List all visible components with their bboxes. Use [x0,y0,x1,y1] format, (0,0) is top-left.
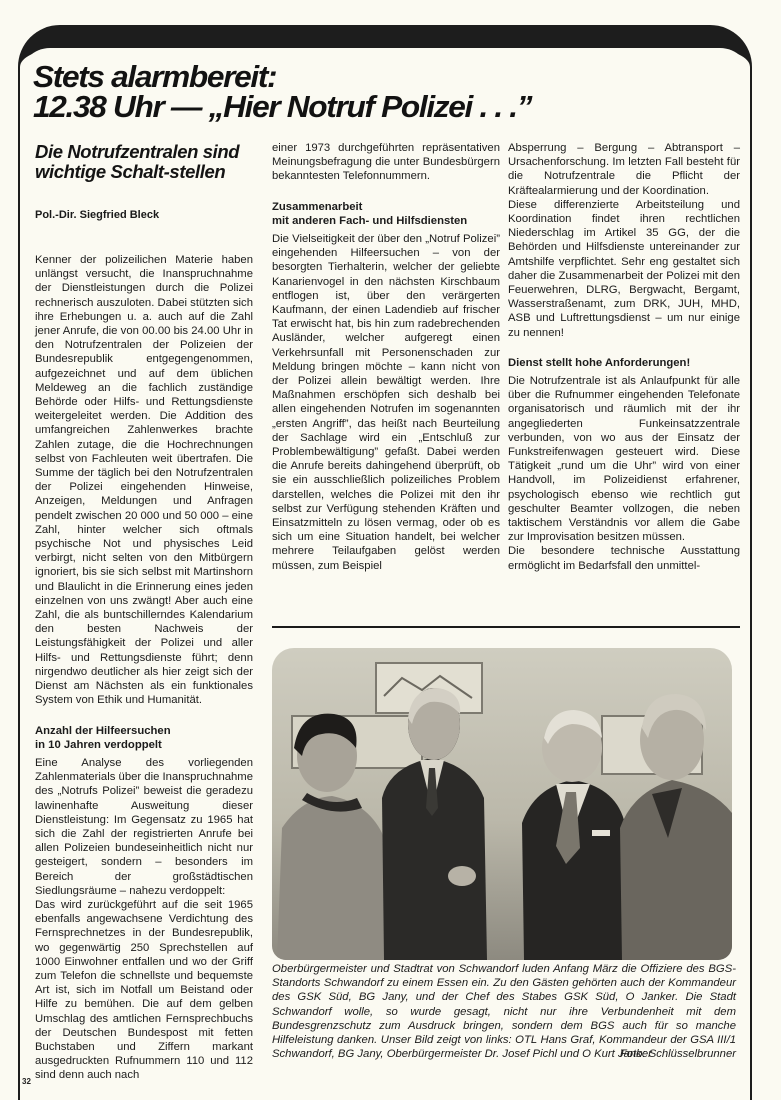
headline [33,59,747,124]
person-3-pocket-square [592,830,610,836]
column-3 [508,141,740,573]
section-heading [272,200,500,228]
byline: Pol.-Dir. Siegfried Bleck [35,209,160,221]
caption-text: Oberbürgermeister und Stadtrat von Schwandorf luden Anfang März die Offiziere des BGS-Standorts Schwandorf zu einem Essen ein. Zu den Gästen gehörten auch der Kommandeur des GSK Süd, BG Jany, und der Chef des Stabes GSK Süd, O Janker. Die Stadt Schwandorf wolle, so wurde gesagt, nicht nur ihre Verbundenheit mit dem Bundesgrenzschutz zum Ausdruck bringen, sondern dem BGS auch für so manche Hilfeleistung danken. Unser Bild zeigt von links: OTL Hans Graf, Kommandeur der GSA III/1 Schwandorf, BG Jany, Oberbürgermeister Dr. Josef Pichl und O Kurt Janker [272,963,736,1061]
photo [272,648,732,960]
paragraph: Diese differenzierte Arbeitsteilung und Koordination findet ihren rechtlichen Niederschlag im Artikel 35 GG, der die Behörden und Hilfsdienste untereinander zur Amtshilfe verpflichtet. Sehr eng gestaltet sich daher die Zusammenarbeit der Polizei mit den Feuerwehren, DLRG, Bergwacht, Bergamt, Wasserstraßenamt, zum DRK, JUH, MHD, ASB und Luftrettungsdienst – um nur einige zu nennen! [508,198,740,339]
paragraph: Absperrung – Bergung – Abtransport – Ursachenforschung. Im letzten Fall besteht für die Notrufzentrale die Pflicht der Kräftealarmierung und der Koordination. [508,142,740,197]
page-number: 32 [22,1077,31,1086]
section-heading-line-2: in 10 Jahren verdoppelt [35,738,162,751]
headline-line-1: Stets alarmbereit: [33,59,277,94]
section-heading-line-1: Anzahl der Hilfeersuchen [35,724,171,737]
intro-paragraph: Kenner der polizeilichen Materie haben unlängst versucht, die Inanspruchnahme der Dienstleistungen durch die Polizei rechnerisch auszuloten. Dabei stützten sich ihre Erhebungen u. a. auch auf die Zahl jener Anrufe, die von 00.00 bis 24.00 Uhr in den Notrufzentralen der Polizeien der Bundesrepublik entgegengenommen, aufgezeichnet und auf dem üblichen Meldeweg an die fachlich zuständige Behörde oder Hilfs- und Rettungsdienste weitergeleitet werden. Die Addition des umfangreichen Zahlenwerkes brachte Zahlen zutage, die die Hochrechnungen selbst von Fachleuten weit übertrafen. Die Summe der täglich bei den Notrufzentralen der Polizei eingehenden Hinweise, Anzeigen, Meldungen und Anfragen pendelt zwischen 20 000 und 50 000 – eine Zahl, hinter welcher sich oftmals psychische Not und physisches Leid verbirgt, nicht selten von den Mitbürgern ignoriert, bis sie sich selbst mit Martinshorn und Blaulicht in die Erinnerung eines jeden einzelnen von uns zwängt! Aber auch eine Zahl, die als buntschillerndes Kalendarium den besten Nachweis der Leistungsfähigkeit der Polizei und aller Hilfs- und Rettungsdienste führt; denn nirgendwo deutlicher als hier zeigt sich der Dienst am Nächsten als ein funktionales System von Ethik und Humanität. [35,254,253,707]
section-heading-line-2: mit anderen Fach- und Hilfsdiensten [272,214,468,227]
separator-rule [272,626,740,628]
column-1 [35,253,253,1083]
section-heading-line-1: Zusammenarbeit [272,200,363,213]
person-2-hand [448,866,476,886]
section-heading [35,724,253,752]
paragraph: Das wird zurückgeführt auf die seit 1965 ebenfalls angewachsene Verdichtung des Fernsprechnetzes in der Bundesrepublik, wo gegenwärtig 250 Sprechstellen auf 1000 Einwohner entfallen und wo der Griff zum Telefon die schnellste und bequemste Art ist, sich im Notfall um Beistand oder Hilfe zu bemühen. Die auf dem gelben Umschlag des amtlichen Fernsprechbuchs der Deutschen Bundespost mit fetten Buchstaben und Ziffern markant ausgedruckten Rufnummern 110 und 112 sind denn auch nach [35,898,253,1082]
photo-caption [272,962,736,1061]
photo-illustration [272,648,732,960]
subheadline: Die Notrufzentralen sind wichtige Schalt-stellen [35,141,240,182]
paragraph: Die besondere technische Ausstattung ermöglicht im Bedarfsfall den unmittel- [508,545,740,572]
paragraph: Die Vielseitigkeit der über den „Notruf Polizei” eingehenden Hilfeersuchen – von der besorgten Tierhalterin, welcher der geliebte Kanarienvogel in den nächsten Kirschbaum entflogen ist, über den verärgerten Kaufmann, der einen Ladendieb auf frischer Tat erwischt hat, bis hin zum radebrechenden Ausländer, welcher aufgeregt einen Verkehrsunfall mit Personenschaden zur Meldung bringen möchte – kann nicht von der Polizei allein bewältigt werden. Ihre Maßnahmen erschöpfen sich deshalb bei allen eingehenden Notrufen im sogenannten „ersten Angriff”, das heißt nach Beurteilung der Sachlage wird ein „Entschluß zur Problembewältigung” gefaßt. Dabei werden die Anrufe bereits dahingehend überprüft, ob sie ein ausschließlich polizeiliches Problem darstellen, welches die Polizei mit den ihr selbst zur Verfügung stehenden Kräften und Einsatzmitteln zu lösen vermag, oder ob es sich um eine Situation handelt, bei welcher mehrere Teilaufgaben gelöst werden müssen, zum Beispiel [272,233,500,572]
section-heading: Dienst stellt hohe Anforderungen! [508,356,691,369]
headline-line-2: 12.38 Uhr — „Hier Notruf Polizei . . .” [33,89,532,124]
column-2 [272,141,500,573]
paragraph: einer 1973 durchgeführten repräsentativen Meinungsbefragung die unter Bundesbürgern bekanntesten Telefonnummern. [272,142,500,183]
paragraph: Eine Analyse des vorliegenden Zahlenmaterials über die Inanspruchnahme des „Notrufs Polizei” beweist die geradezu lawinenhafte Ausweitung dieser Dienstleistung: Im Gegensatz zu 1965 hat sich die Zahl der registrierten Anrufe bei allen Polizeien bundeseinheitlich nicht nur gesteigert, sondern – besonders im Bereich der großstädtischen Siedlungsräume – nahezu verdoppelt: [35,756,253,897]
photo-credit: Foto: Schlüsselbrunner [619,1048,736,1061]
paragraph: Die Notrufzentrale ist als Anlaufpunkt für alle über die Rufnummer eingehenden Telefonate organisatorisch und räumlich mit der ihr angegliederten Funkeinsatzzentrale verbunden, von wo aus der Einsatz der Funkstreifenwagen gesteuert wird. Diese Tätigkeit „rund um die Uhr” wird von einer Handvoll, im Polizeidienst erfahrener, psychologisch ebenso wie rechtlich gut geschulter Beamter vollzogen, die neben taktischem Verständnis vor allem die Gabe zur Improvisation besitzen müssen. [508,375,740,544]
